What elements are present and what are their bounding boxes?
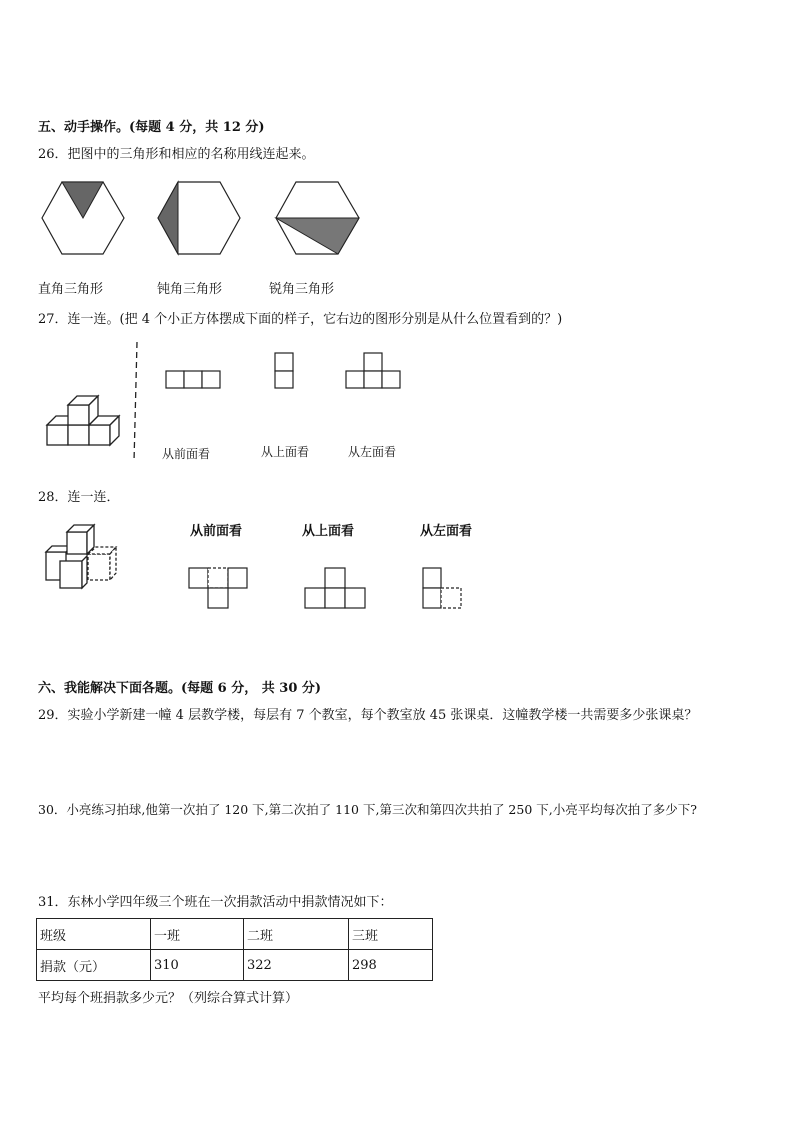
table-cell: 二班 (244, 919, 349, 950)
question-30: 30．小亮练习拍球,他第一次拍了 120 下,第二次拍了 110 下,第三次和第四次共拍了 250 下,小亮平均每次拍了多少下? (38, 802, 697, 817)
cube-stack-28 (46, 525, 116, 588)
donation-table (36, 918, 433, 981)
question-31: 31．东林小学四年级三个班在一次捐款活动中捐款情况如下： (38, 895, 393, 910)
label-obtuse-triangle: 钝角三角形 (157, 282, 223, 297)
q28-view-left (423, 568, 461, 608)
section-6-heading: 六、我能解决下面各题。(每题 6 分， 共 30 分) (38, 681, 322, 696)
table-cell: 322 (244, 950, 349, 981)
question-28: 28．连一连． (38, 490, 120, 505)
q28-view-label-top: 从上面看 (302, 524, 355, 539)
label-right-triangle: 直角三角形 (38, 282, 104, 297)
q27-view-label-top: 从上面看 (261, 445, 310, 459)
label-acute-triangle: 锐角三角形 (269, 282, 335, 297)
q27-view-label-front: 从前面看 (162, 447, 211, 461)
q28-view-label-left: 从左面看 (420, 524, 473, 539)
table-cell: 一班 (151, 919, 244, 950)
table-row (37, 950, 433, 981)
table-row (37, 919, 433, 950)
q27-view-label-left: 从左面看 (348, 445, 397, 459)
question-26: 26．把图中的三角形和相应的名称用线连起来。 (38, 147, 315, 162)
table-cell: 班级 (37, 919, 151, 950)
table-cell: 捐款（元） (37, 950, 151, 981)
question-27: 27．连一连。(把 4 个小正方体摆成下面的样子，它右边的图形分别是从什么位置看到的？) (38, 312, 563, 327)
question-31-prompt: 平均每个班捐款多少元？（列综合算式计算） (38, 991, 299, 1006)
section-5-heading: 五、动手操作。(每题 4 分，共 12 分) (38, 120, 265, 135)
q28-view-label-front: 从前面看 (190, 524, 243, 539)
table-cell: 298 (349, 950, 433, 981)
question-29: 29．实验小学新建一幢 4 层教学楼，每层有 7 个教室，每个教室放 45 张课桌．这幢教学楼一共需要多少张课桌？ (38, 708, 698, 723)
table-cell: 三班 (349, 919, 433, 950)
table-cell: 310 (151, 950, 244, 981)
q28-view-front (189, 568, 247, 608)
q28-view-top (305, 568, 365, 608)
